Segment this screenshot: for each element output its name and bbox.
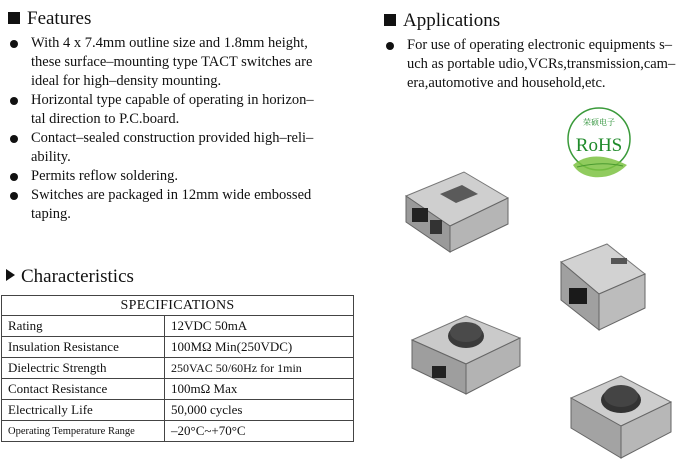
- square-bullet-icon: [384, 14, 396, 26]
- features-title: Features: [27, 8, 92, 29]
- square-bullet-icon: [8, 12, 20, 24]
- spec-value: 12VDC 50mA: [165, 316, 354, 337]
- spec-value: –20°C~+70°C: [165, 421, 354, 442]
- table-row: [2, 421, 354, 442]
- characteristics-heading: [6, 266, 134, 288]
- table-row: [2, 400, 354, 421]
- rohs-top-text: 荣硕电子: [583, 118, 615, 127]
- specifications-table: [1, 295, 354, 442]
- spec-label: Dielectric Strength: [2, 358, 165, 379]
- table-header-row: [2, 296, 354, 316]
- table-row: [2, 358, 354, 379]
- spec-label: Insulation Resistance: [2, 337, 165, 358]
- triangle-bullet-icon: [6, 269, 15, 281]
- table-row: [2, 337, 354, 358]
- applications-title: Applications: [403, 10, 501, 31]
- list-item: With 4 x 7.4mm outline size and 1.8mm height, these surface–mounting type TACT switches are ideal for high–density mounting.: [8, 34, 378, 91]
- list-item: Contact–sealed construction provided high–reli– ability.: [8, 129, 378, 167]
- table-header: SPECIFICATIONS: [2, 296, 354, 316]
- spec-label: Electrically Life: [2, 400, 165, 421]
- rohs-main-text: RoHS: [575, 135, 623, 156]
- spec-value: 100mΩ Max: [165, 379, 354, 400]
- applications-list: [384, 36, 700, 93]
- features-heading: [8, 8, 91, 30]
- spec-value: 50,000 cycles: [165, 400, 354, 421]
- list-item: Switches are packaged in 12mm wide embossed taping.: [8, 186, 378, 224]
- table-row: [2, 316, 354, 337]
- spec-value: 250VAC 50/60Hz for 1min: [165, 358, 354, 379]
- tact-switch-image-3: [406, 310, 526, 400]
- spec-value: 100MΩ Min(250VDC): [165, 337, 354, 358]
- applications-heading: [384, 10, 500, 32]
- tact-switch-image-1: [400, 168, 512, 258]
- spec-label: Contact Resistance: [2, 379, 165, 400]
- spec-label: Operating Temperature Range: [2, 421, 165, 442]
- list-item: For use of operating electronic equipments s– uch as portable udio,VCRs,transmission,cam– era,automotive and household,etc.: [384, 36, 700, 93]
- features-list: [8, 34, 378, 224]
- table-row: [2, 379, 354, 400]
- characteristics-title: Characteristics: [21, 266, 134, 287]
- tact-switch-image-2: [555, 238, 650, 338]
- tact-switch-image-4: [565, 370, 677, 465]
- rohs-logo: [563, 103, 635, 183]
- list-item: Permits reflow soldering.: [8, 167, 378, 186]
- spec-label: Rating: [2, 316, 165, 337]
- list-item: Horizontal type capable of operating in horizon– tal direction to P.C.board.: [8, 91, 378, 129]
